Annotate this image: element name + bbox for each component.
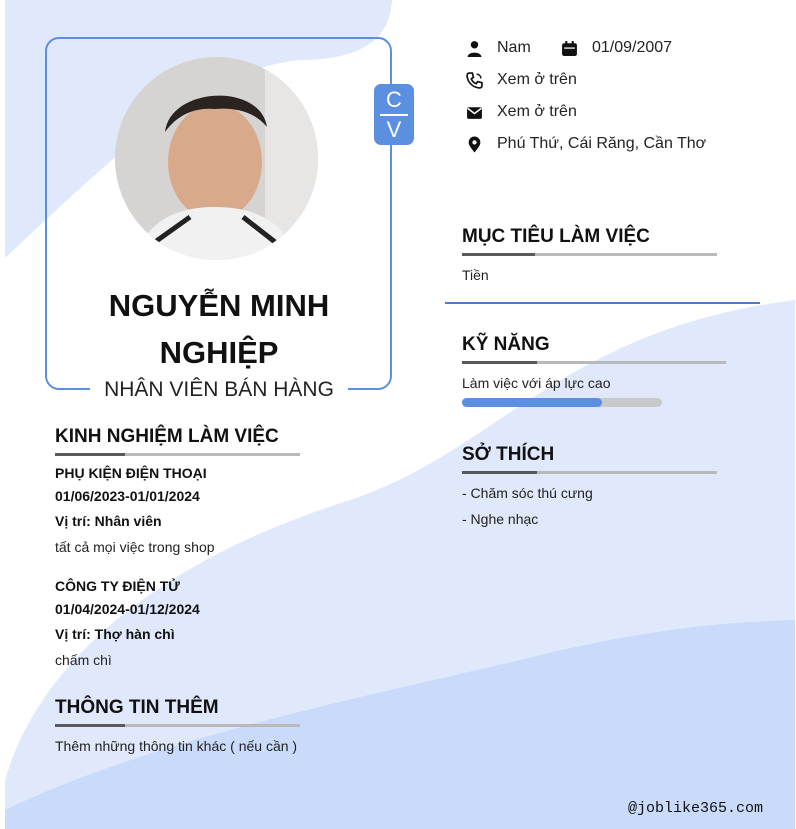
objective-title: MỤC TIÊU LÀM VIỆC (462, 226, 650, 247)
job-position: Vị trí: Thợ hàn chì (55, 626, 175, 642)
job-period: 01/06/2023-01/01/2024 (55, 488, 200, 504)
name-line-2: NGHIỆP (159, 335, 279, 370)
cv-badge-top: C (386, 87, 402, 112)
name-line-1: NGUYỄN MINH (108, 288, 330, 323)
calendar-icon (561, 40, 578, 57)
address-value: Phú Thứ, Cái Răng, Cần Thơ (497, 135, 707, 152)
skill-label: Làm việc với áp lực cao (462, 375, 611, 391)
additional-text: Thêm những thông tin khác ( nếu cần ) (55, 738, 298, 754)
additional-underline (55, 724, 300, 727)
job-title: NHÂN VIÊN BÁN HÀNG (90, 376, 348, 404)
mail-icon (466, 104, 483, 121)
skill-level-fill (462, 398, 602, 407)
gender-value: Nam (497, 39, 531, 56)
objective-text: Tiền (462, 267, 489, 283)
footer-watermark: @joblike365.com (628, 800, 764, 817)
gender-row (466, 36, 531, 60)
job-description: chấm chì (55, 652, 112, 668)
birthday-row (561, 36, 672, 60)
experience-title: KINH NGHIỆM LÀM VIỆC (55, 426, 279, 447)
job-company: PHỤ KIỆN ĐIỆN THOẠI (55, 465, 207, 481)
experience-underline (55, 453, 300, 456)
email-row (466, 100, 577, 124)
full-name (70, 282, 368, 376)
job-period: 01/04/2024-01/12/2024 (55, 601, 200, 617)
job-position: Vị trí: Nhân viên (55, 513, 162, 529)
skills-underline (462, 361, 726, 364)
profile-photo (115, 57, 318, 260)
cv-badge (374, 84, 414, 145)
hobby-item: - Chăm sóc thú cưng (462, 485, 593, 501)
job-company: CÔNG TY ĐIỆN TỬ (55, 578, 180, 594)
cv-badge-bottom: V (386, 117, 402, 142)
location-pin-icon (466, 136, 483, 153)
hobbies-underline (462, 471, 717, 474)
person-icon (466, 40, 483, 57)
birthday-value: 01/09/2007 (592, 39, 673, 56)
address-row (466, 132, 706, 156)
hobby-item: - Nghe nhạc (462, 511, 539, 527)
phone-row (466, 68, 577, 92)
email-value: Xem ở trên (497, 103, 577, 120)
hobbies-title: SỞ THÍCH (462, 444, 555, 465)
phone-value: Xem ở trên (497, 71, 577, 88)
skills-title: KỸ NĂNG (462, 334, 550, 355)
additional-title: THÔNG TIN THÊM (55, 697, 219, 718)
section-divider (445, 302, 760, 304)
phone-icon (466, 72, 483, 89)
objective-underline (462, 253, 717, 256)
job-description: tất cả mọi việc trong shop (55, 539, 215, 555)
skill-level-bar (462, 398, 662, 407)
